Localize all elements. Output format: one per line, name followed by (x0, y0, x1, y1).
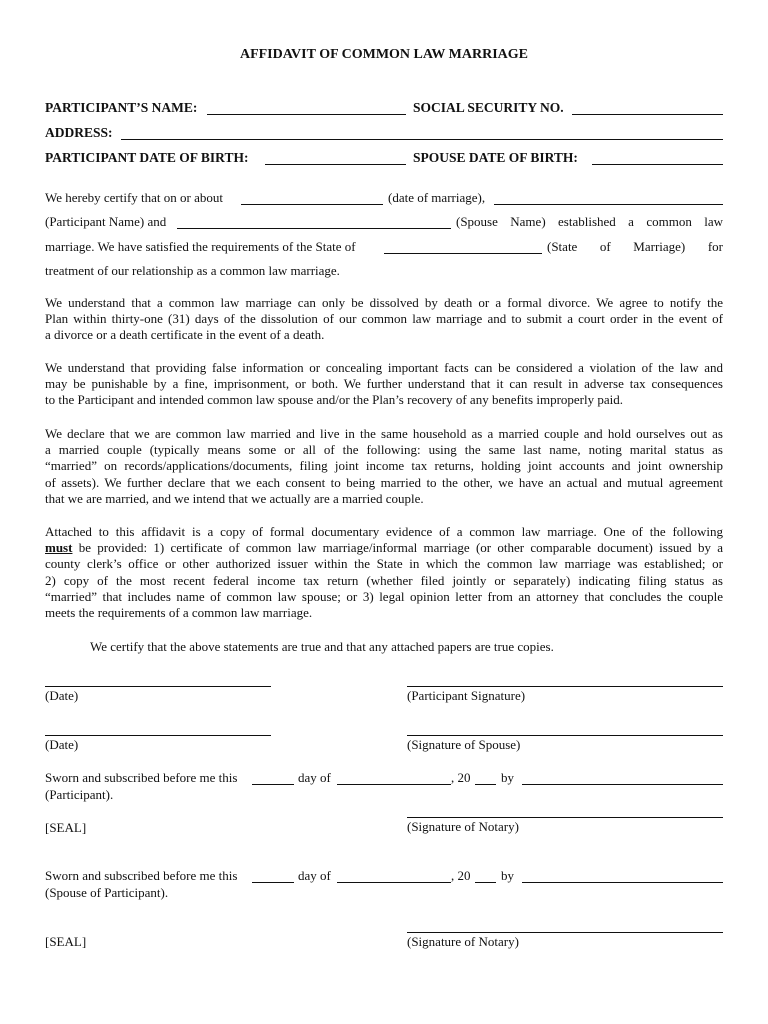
by-text: by (501, 868, 514, 883)
paragraph-line: may be punishable by a fine, imprisonment, or both. We further understand that it can result in adverse tax consequences (45, 376, 723, 392)
seal-label: [SEAL] (45, 820, 87, 835)
certify-text-4: treatment of our relationship as a common law marriage. (45, 263, 340, 278)
paragraph-line: We understand that providing false information or concealing important facts can be considered a violation of the law and (45, 360, 723, 375)
address-label: ADDRESS: (45, 125, 113, 140)
spouse-name-inline-field[interactable] (177, 228, 451, 229)
certify-text-2b: (Spouse Name) established a common law (456, 214, 723, 229)
participant-dob-field[interactable] (265, 164, 406, 165)
paragraph-declaration (45, 426, 723, 507)
paragraph-false-information (45, 360, 723, 409)
year-prefix-text: , 20 (451, 868, 471, 883)
day-of-text: day of (298, 770, 331, 785)
date-caption: (Date) (45, 737, 79, 752)
address-field[interactable] (121, 139, 723, 140)
notary-signature-caption: (Signature of Notary) (407, 819, 519, 834)
paragraph-line: 2) copy of the most recent federal income tax return (whether filed jointly or separately) indicating filing status as (45, 572, 723, 588)
ssn-label: SOCIAL SECURITY NO. (413, 100, 564, 115)
sworn-month-field[interactable] (337, 882, 451, 883)
day-of-text: day of (298, 868, 331, 883)
participant-dob-label: PARTICIPANT DATE OF BIRTH: (45, 150, 249, 165)
paragraph-line-rest: be provided: 1) certificate of common law marriage/informal marriage (or other comparable document) issued by a (78, 540, 723, 556)
spouse-dob-label: SPOUSE DATE OF BIRTH: (413, 150, 578, 165)
participant-date-line[interactable] (45, 686, 271, 687)
ssn-field[interactable] (572, 114, 723, 115)
participant-signature-caption: (Participant Signature) (407, 688, 526, 703)
certify-text-3a: marriage. We have satisfied the requirements of the State of (45, 239, 356, 254)
sworn-by-participant-field[interactable] (522, 784, 723, 785)
paragraph-line: “married” on records/applications/documents, filing joint income tax returns, holding joint accounts and joint ownership (45, 458, 723, 474)
participant-signature-line[interactable] (407, 686, 723, 687)
paragraph-line: a married couple (typically means some or all of the following: using the same last name, noting marital status as (45, 442, 723, 458)
spouse-signature-line[interactable] (407, 735, 723, 736)
sworn-day-field[interactable] (252, 882, 294, 883)
participant-caption: (Participant). (45, 787, 114, 802)
date-of-marriage-field[interactable] (241, 204, 383, 205)
participant-name-inline-field[interactable] (494, 204, 723, 205)
paragraph-line: Attached to this affidavit is a copy of formal documentary evidence of a common law marriage. One of the following (45, 524, 723, 539)
sworn-text: Sworn and subscribed before me this (45, 868, 238, 883)
paragraph-line: We understand that a common law marriage can only be dissolved by death or a formal divorce. We agree to notify the (45, 295, 723, 310)
certify-text-3b: (State of Marriage) for (547, 239, 723, 254)
participant-name-field[interactable] (207, 114, 406, 115)
paragraph-line: Plan within thirty-one (31) days of the dissolution of our common law marriage and to submit a court order in the event of (45, 311, 723, 327)
paragraph-line (45, 540, 723, 556)
certify-text-1b: (date of marriage), (388, 190, 486, 205)
document-title: AFFIDAVIT OF COMMON LAW MARRIAGE (239, 47, 529, 62)
paragraph-line: “married” that includes name of common law spouse; or 3) legal opinion letter from an attorney that concludes the couple (45, 588, 723, 604)
year-prefix-text: , 20 (451, 770, 471, 785)
sworn-text: Sworn and subscribed before me this (45, 770, 238, 785)
notary-signature-line[interactable] (407, 932, 723, 933)
paragraph-line: of assets). We further declare that we each consent to being married to the other, we have an actual and mutual agreement (45, 474, 723, 490)
must-emphasis: must (45, 540, 73, 556)
paragraph-line: that we are married, and we intend that we actually are a married couple. (45, 490, 424, 506)
spouse-signature-caption: (Signature of Spouse) (407, 737, 521, 752)
sworn-day-field[interactable] (252, 784, 294, 785)
seal-label: [SEAL] (45, 934, 87, 949)
sworn-year-field[interactable] (475, 784, 496, 785)
spouse-date-line[interactable] (45, 735, 271, 736)
paragraph-line: county clerk’s office or other authorized issuer within the State in which the common law marriage was established; or (45, 556, 723, 572)
notary-signature-caption: (Signature of Notary) (407, 934, 519, 949)
spouse-of-participant-caption: (Spouse of Participant). (45, 885, 169, 900)
spouse-dob-field[interactable] (592, 164, 723, 165)
paragraph-attached-evidence (45, 524, 723, 621)
certify-text-1a: We hereby certify that on or about (45, 190, 223, 205)
date-caption: (Date) (45, 688, 79, 703)
notary-signature-line[interactable] (407, 817, 723, 818)
state-of-marriage-field[interactable] (384, 253, 542, 254)
paragraph-dissolution (45, 295, 723, 344)
paragraph-line: to the Participant and intended common law spouse and/or the Plan’s recovery of any benefits improperly paid. (45, 392, 623, 408)
paragraph-line: meets the requirements of a common law marriage. (45, 604, 313, 620)
certify-true-statement: We certify that the above statements are true and that any attached papers are true copies. (90, 639, 554, 654)
certify-text-2a: (Participant Name) and (45, 214, 167, 229)
sworn-month-field[interactable] (337, 784, 451, 785)
sworn-year-field[interactable] (475, 882, 496, 883)
participant-name-label: PARTICIPANT’S NAME: (45, 100, 198, 115)
sworn-by-spouse-field[interactable] (522, 882, 723, 883)
paragraph-line: We declare that we are common law married and live in the same household as a married couple and hold ourselves out as (45, 426, 723, 441)
paragraph-line: a divorce or a death certificate in the event of a death. (45, 327, 325, 343)
by-text: by (501, 770, 514, 785)
